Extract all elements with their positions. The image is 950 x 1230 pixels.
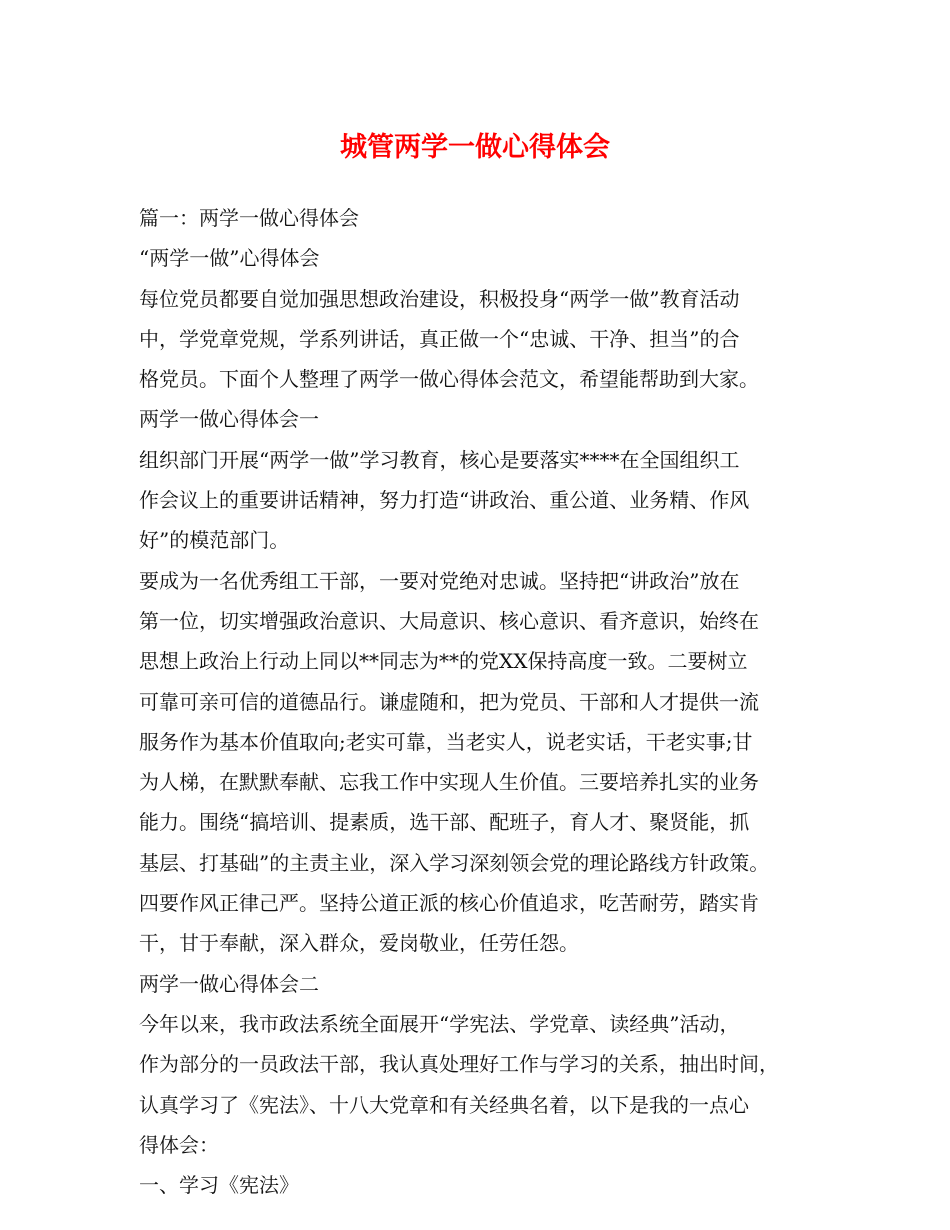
text-line: 思想上政治上行动上同以**同志为**的党XX保持高度一致。二要树立: [139, 649, 748, 674]
document-title: 城管两学一做心得体会: [340, 132, 610, 163]
text-line: 可靠可亲可信的道德品行。谦虚随和，把为党员、干部和人才提供一流: [139, 689, 759, 714]
text-line: 四要作风正律己严。坚持公道正派的核心价值追求，吃苦耐劳，踏实肯: [139, 891, 759, 916]
text-line: 认真学习了《宪法》、十八大党章和有关经典名着，以下是我的一点心: [139, 1092, 749, 1117]
text-line: 服务作为基本价值取向;老实可靠，当老实人，说老实话，干老实事;甘: [139, 729, 753, 754]
text-line: 作为部分的一员政法干部，我认真处理好工作与学习的关系，抽出时间，: [139, 1052, 779, 1077]
text-line: 基层、打基础”的主责主业，深入学习深刻领会党的理论路线方针政策。: [139, 850, 770, 875]
text-line: 今年以来，我市政法系统全面展开“学宪法、学党章、读经典”活动，: [139, 1011, 740, 1036]
text-line: 能力。围绕“搞培训、提素质，选干部、配班子，育人才、聚贤能，抓: [139, 810, 750, 835]
text-line: 作会议上的重要讲话精神，努力打造“讲政治、重公道、业务精、作风: [139, 488, 750, 513]
text-line: 每位党员都要自觉加强思想政治建设，积极投身“两学一做”教育活动: [139, 286, 740, 311]
text-line: 好”的模范部门。: [139, 528, 290, 553]
text-line: 中，学党章党规，学系列讲话，真正做一个“忠诚、干净、担当”的合: [139, 326, 740, 351]
text-line: “两学一做”心得体会: [139, 246, 320, 271]
text-line: 组织部门开展“两学一做”学习教育，核心是要落实****在全国组织工: [139, 447, 740, 472]
text-line: 干，甘于奉献，深入群众，爱岗敬业，任劳任怨。: [139, 931, 579, 956]
text-line: 一、学习《宪法》: [139, 1173, 299, 1198]
text-line: 要成为一名优秀组工干部，一要对党绝对忠诚。坚持把“讲政治”放在: [139, 568, 740, 593]
text-line: 篇一：两学一做心得体会: [139, 206, 359, 230]
document-body: [139, 198, 819, 1205]
text-line: 得体会：: [139, 1132, 219, 1157]
text-line: 两学一做心得体会二: [139, 971, 319, 996]
text-line: 格党员。下面个人整理了两学一做心得体会范文，希望能帮助到大家。: [139, 367, 759, 392]
text-line: 第一位，切实增强政治意识、大局意识、核心意识、看齐意识，始终在: [139, 608, 759, 633]
text-line: 为人梯，在默默奉献、忘我工作中实现人生价值。三要培养扎实的业务: [139, 770, 759, 795]
text-line: 两学一做心得体会一: [139, 407, 319, 432]
